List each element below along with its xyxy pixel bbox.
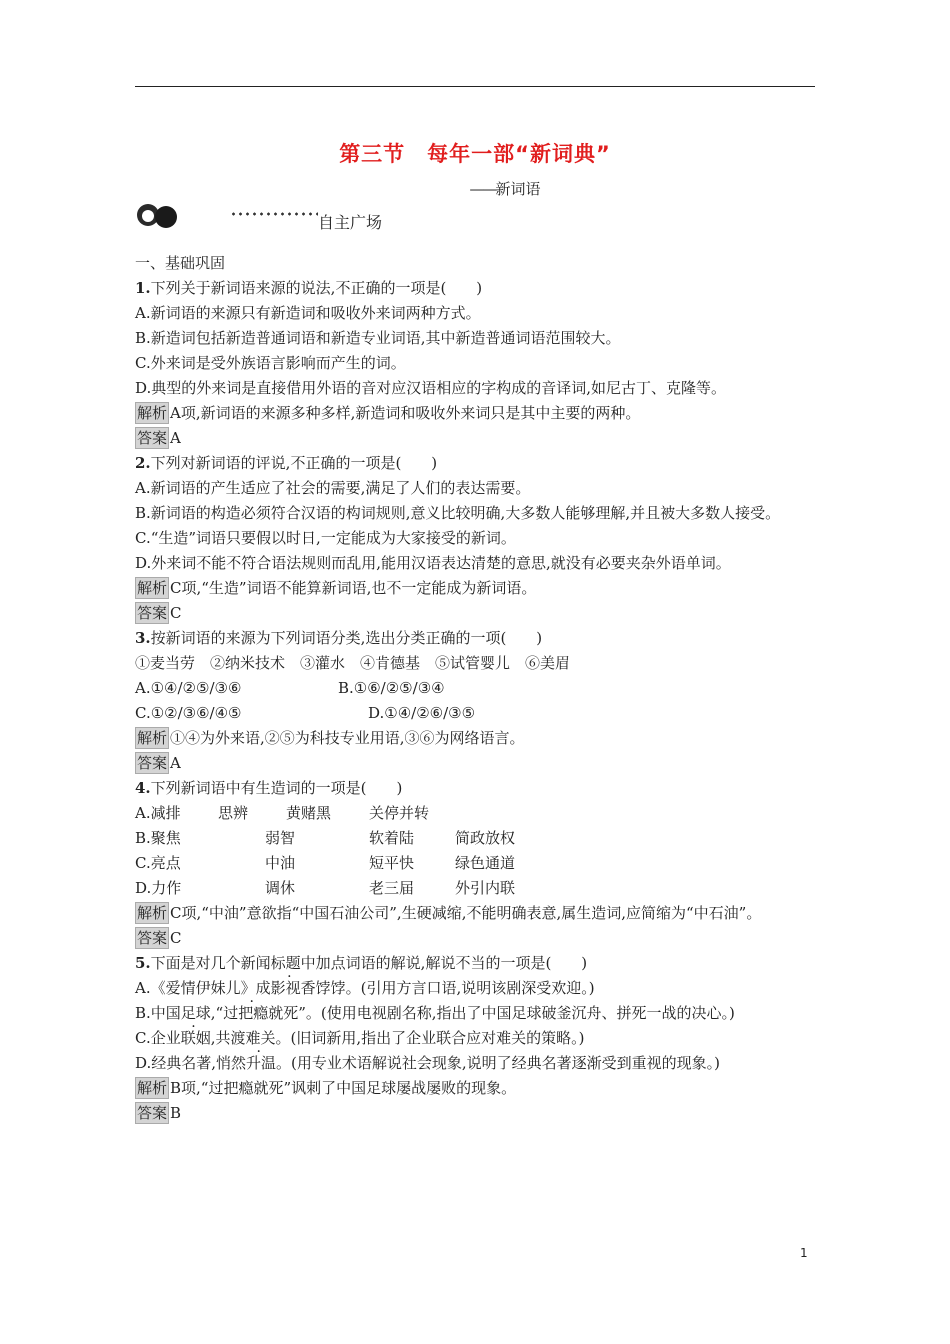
analysis-tag: 解析 [137,579,168,597]
analysis-tag: 解析 [137,1079,168,1097]
question-stem: 4.下列新词语中有生造词的一项是( ) [135,779,403,797]
option: B.新造词包括新造普通词语和新造专业词语,其中新造普通词语范围较大。 [135,329,621,347]
option-row: A.①④/②⑤/③⑥ B.①⑥/②⑤/③④ [135,679,445,697]
answer: 答案 A [137,754,181,772]
question-stem: 2.下列对新词语的评说,不正确的一项是( ) [135,454,438,472]
answer: 答案 C [137,929,182,947]
option: A.新词语的产生适应了社会的需要,满足了人们的表达需要。 [135,479,531,497]
option: C.企业联姻,共渡难关。(旧词新用,指出了企业联合应对难关的策略。) [135,1029,585,1047]
part-heading: 一、基础巩固 [135,254,226,272]
question-stem: 3.按新词语的来源为下列词语分类,选出分类正确的一项( ) [135,629,543,647]
option: C.“生造”词语只要假以时日,一定能成为大家接受的新词。 [135,529,516,547]
analysis-tag: 解析 [137,404,168,422]
answer: 答案 A [137,429,181,447]
analysis-tag: 解析 [137,904,168,922]
answer-tag: 答案 [137,604,168,622]
option-row: C.亮点 中油 短平快 绿色通道 [135,854,516,872]
top-rule [135,86,815,87]
analysis-tag: 解析 [137,729,168,747]
answer: 答案 C [137,604,182,622]
question-stem: 1.下列关于新词语来源的说法,不正确的一项是( ) [135,279,483,297]
option: B.中国足球,“过把瘾就死 ·”。(使用电视剧名称,指出了中国足球破釜沉舟、拼死一战的决心。) [135,1001,815,1026]
section-label: 自主广场 [318,213,383,232]
option: D.经典名著,悄然升温。(用专业术语解说社会现象,说明了经典名著逐渐受到重视的现象。) [135,1054,721,1072]
analysis: 解析 C项,“中油”意欲指“中国石油公司”,生硬减缩,不能明确表意,属生造词,应简缩为“中石油”。 [137,904,762,922]
page-title: 第三节 每年一部“新词典” [339,142,611,166]
question-stem: 5.下面是对几个新闻标题中加点词语的解说,解说不当的一项是( ) [135,954,588,972]
option-row: D.力作 调休 老三届 外引内联 [135,879,516,897]
option: B.新词语的构造必须符合汉语的构词规则,意义比较明确,大多数人能够理解,并且被大多数人接受。 [135,504,781,522]
answer-tag: 答案 [137,1104,168,1122]
option-row: A.减排 思辨 黄赌黑 关停并转 [135,804,430,822]
answer-tag: 答案 [137,754,168,772]
answer-tag: 答案 [137,429,168,447]
analysis: 解析 ①④为外来语,②⑤为科技专业用语,③⑥为网络语言。 [137,729,525,747]
page-subtitle: ——新词语 [469,180,541,198]
answer-tag: 答案 [137,929,168,947]
option-row: B.聚焦 弱智 软着陆 简政放权 [135,829,516,847]
question-content [135,251,815,1126]
page-number: 1 [800,1246,808,1260]
option: D.典型的外来词是直接借用外语的音对应汉语相应的字构成的音译词,如尼古丁、克隆等。 [135,379,727,397]
option: A.《爱情伊妹儿》成影视香饽饽 ·。(引用方言口语,说明该剧深受欢迎。) [135,976,815,1001]
option: A.新词语的来源只有新造词和吸收外来词两种方式。 [135,304,481,322]
analysis: 解析 A项,新词语的来源多种多样,新造词和吸收外来词只是其中主要的两种。 [137,404,641,422]
analysis: 解析 B项,“过把瘾就死”讽刺了中国足球屡战屡败的现象。 [137,1079,517,1097]
answer: 答案 B [137,1104,182,1122]
option-row: C.①②/③⑥/④⑤ D.①④/②⑥/③⑤ [135,704,476,722]
word-items: ①麦当劳 ②纳米技术 ③灌水 ④肯德基 ⑤试管婴儿 ⑥美眉 [135,654,571,672]
circles-icon [135,204,185,228]
analysis: 解析 C项,“生造”词语不能算新词语,也不一定能成为新词语。 [137,579,537,597]
dotted-leader [230,212,318,216]
option: D.外来词不能不符合语法规则而乱用,能用汉语表达清楚的意思,就没有必要夹杂外语单词。 [135,554,731,572]
section-header [135,200,535,232]
option: C.外来词是受外族语言影响而产生的词。 [135,354,406,372]
